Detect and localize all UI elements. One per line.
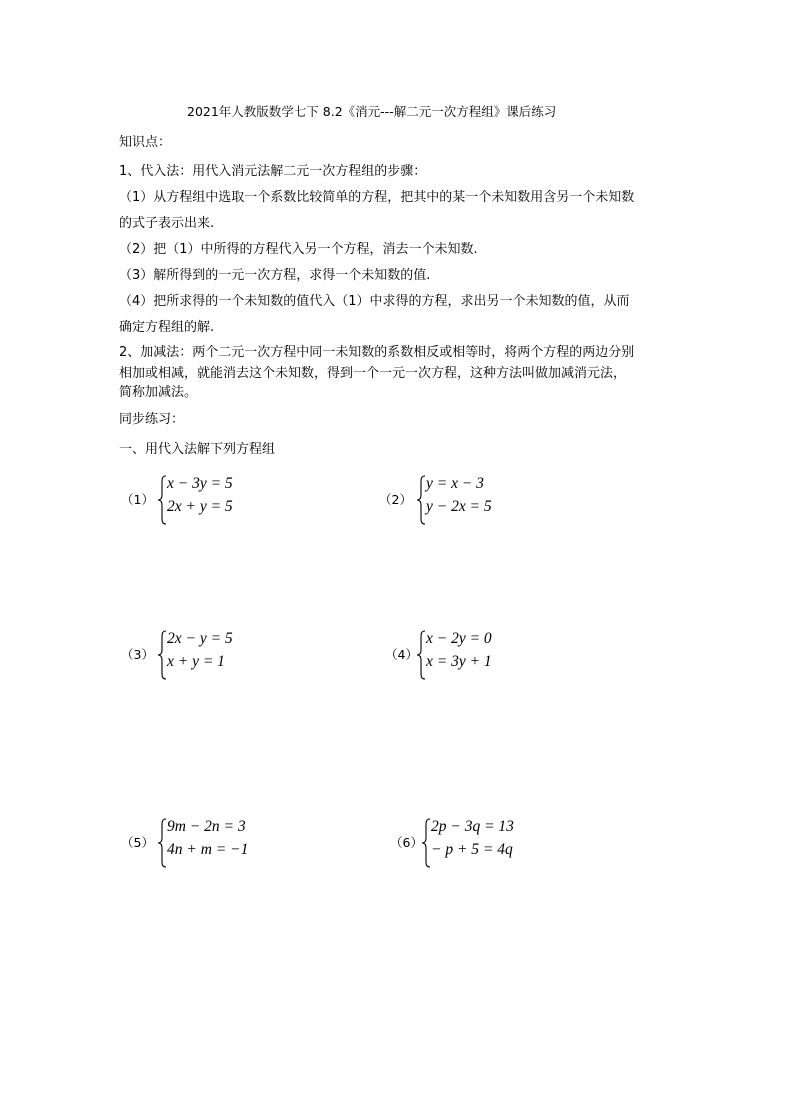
method2-line2: 相加或相减，就能消去这个未知数，得到一个一元一次方程，这种方法叫做加减消元法， (119, 366, 627, 381)
step4-line1: （4）把所求得的一个未知数的值代入（1）中求得的方程，求出另一个未知数的值，从而 (119, 294, 630, 309)
brace-icon (157, 818, 167, 868)
method2-line3: 简称加减法。 (119, 385, 198, 400)
equation-1: 9m − 2n = 3 (167, 818, 246, 835)
problem-label: （2） (379, 492, 412, 507)
equation-1: 2x − y = 5 (167, 630, 233, 647)
equation-2: 2x + y = 5 (167, 498, 233, 515)
method2-line1: 2、加减法：两个二元一次方程中同一未知数的系数相反或相等时，将两个方程的两边分别 (119, 345, 635, 360)
problem-label: （3） (121, 647, 154, 662)
brace-icon (416, 630, 426, 680)
equation-system-2 (379, 475, 579, 525)
problem-label: （1） (121, 492, 154, 507)
document-title: 2021年人教版数学七下 8.2《消元---解二元一次方程组》课后练习 (187, 104, 557, 119)
problem-label: （6） (390, 835, 423, 850)
equation-2: 4n + m = −1 (167, 841, 249, 858)
practice-heading: 同步练习： (119, 412, 185, 427)
problem-label: （5） (121, 835, 154, 850)
equation-2: − p + 5 = 4q (431, 841, 513, 858)
equation-2: y − 2x = 5 (426, 498, 492, 515)
equation-1: x − 3y = 5 (167, 475, 233, 492)
step1-line1: （1）从方程组中选取一个系数比较简单的方程，把其中的某一个未知数用含另一个未知数 (119, 190, 635, 205)
step2: （2）把（1）中所得的方程代入另一个方程，消去一个未知数. (119, 242, 478, 257)
step1-line2: 的式子表示出来. (119, 216, 215, 231)
step3: （3）解所得到的一元一次方程，求得一个未知数的值. (119, 268, 431, 283)
equation-system-6 (390, 818, 590, 868)
equation-system-1 (121, 475, 321, 525)
equation-2: x = 3y + 1 (426, 653, 492, 670)
method1-title: 1、代入法：用代入消元法解二元一次方程组的步骤： (119, 164, 427, 179)
equation-1: 2p − 3q = 13 (431, 818, 514, 835)
problem-label: （4） (385, 647, 418, 662)
brace-icon (157, 630, 167, 680)
equation-1: y = x − 3 (426, 475, 484, 492)
brace-icon (157, 475, 167, 525)
equation-1: x − 2y = 0 (426, 630, 492, 647)
equation-system-4 (385, 630, 585, 680)
equation-system-3 (121, 630, 321, 680)
equation-system-5 (121, 818, 321, 868)
knowledge-heading: 知识点： (119, 135, 172, 150)
brace-icon (421, 818, 431, 868)
equation-2: x + y = 1 (167, 653, 225, 670)
step4-line2: 确定方程组的解. (119, 320, 215, 335)
section1-title: 一、用代入法解下列方程组 (119, 442, 276, 457)
brace-icon (416, 475, 426, 525)
